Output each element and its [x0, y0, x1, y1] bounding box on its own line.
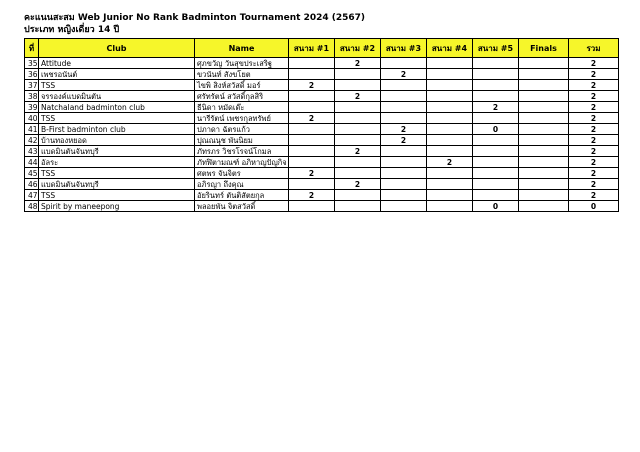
cell-name: ศุภขวัญ วันสุขประเสริฐ	[195, 58, 289, 69]
table-row	[25, 69, 619, 80]
cell-club: TSS	[39, 190, 195, 201]
cell-total: 0	[569, 201, 619, 212]
cell-court-3	[381, 179, 427, 190]
cell-court-1: 2	[289, 80, 335, 91]
cell-court-3	[381, 58, 427, 69]
col-header-name: Name	[195, 39, 289, 58]
cell-court-4	[427, 124, 473, 135]
cell-court-1	[289, 135, 335, 146]
cell-court-3	[381, 146, 427, 157]
cell-court-3	[381, 102, 427, 113]
cell-finals	[519, 124, 569, 135]
col-header-court-3: สนาม #3	[381, 39, 427, 58]
cell-court-3	[381, 168, 427, 179]
cell-no: 44	[25, 157, 39, 168]
cell-court-4	[427, 190, 473, 201]
cell-club: อัลระ	[39, 157, 195, 168]
cell-court-3	[381, 201, 427, 212]
cell-total: 2	[569, 113, 619, 124]
cell-no: 36	[25, 69, 39, 80]
cell-club: Attitude	[39, 58, 195, 69]
cell-total: 2	[569, 146, 619, 157]
cell-court-4	[427, 146, 473, 157]
cell-court-5: 2	[473, 102, 519, 113]
cell-no: 46	[25, 179, 39, 190]
cell-court-4	[427, 179, 473, 190]
cell-court-2	[335, 157, 381, 168]
cell-finals	[519, 80, 569, 91]
cell-court-3: 2	[381, 69, 427, 80]
cell-court-3: 2	[381, 135, 427, 146]
cell-court-3	[381, 113, 427, 124]
cell-name: นารีรัตน์ เพชรกุลทรัพย์	[195, 113, 289, 124]
col-header-court-4: สนาม #4	[427, 39, 473, 58]
document-title: คะแนนสะสม Web Junior No Rank Badminton Tournament 2024 (2567)	[24, 13, 366, 23]
cell-club: B-First badminton club	[39, 124, 195, 135]
cell-court-2	[335, 168, 381, 179]
cell-total: 2	[569, 91, 619, 102]
cell-no: 42	[25, 135, 39, 146]
table-row	[25, 135, 619, 146]
cell-club: แบดมินตันจันทบุรี	[39, 146, 195, 157]
cell-total: 2	[569, 124, 619, 135]
cell-no: 47	[25, 190, 39, 201]
cell-name: ธีนิดา หมัดเด๊ะ	[195, 102, 289, 113]
cell-name: ไขพิ สิงห์สวัสดิ์ มอร์	[195, 80, 289, 91]
cell-court-4	[427, 102, 473, 113]
table-row	[25, 91, 619, 102]
cell-court-1: 2	[289, 190, 335, 201]
cell-no: 43	[25, 146, 39, 157]
cell-court-5	[473, 179, 519, 190]
cell-finals	[519, 157, 569, 168]
cell-name: ปุณณนุช พันนิยม	[195, 135, 289, 146]
cell-finals	[519, 146, 569, 157]
cell-total: 2	[569, 69, 619, 80]
cell-no: 39	[25, 102, 39, 113]
cell-name: อัยรินทร์ ตันติสัตยกุล	[195, 190, 289, 201]
cell-court-2	[335, 201, 381, 212]
table-row	[25, 146, 619, 157]
cell-court-2	[335, 102, 381, 113]
cell-court-4: 2	[427, 157, 473, 168]
cell-club: เพชรอนันต์	[39, 69, 195, 80]
cell-court-5	[473, 113, 519, 124]
cell-court-4	[427, 135, 473, 146]
cell-court-5	[473, 135, 519, 146]
cell-court-2	[335, 113, 381, 124]
cell-total: 2	[569, 190, 619, 201]
cell-court-1: 2	[289, 168, 335, 179]
cell-finals	[519, 58, 569, 69]
cell-finals	[519, 113, 569, 124]
cell-court-5	[473, 58, 519, 69]
col-header-court-1: สนาม #1	[289, 39, 335, 58]
cell-total: 2	[569, 168, 619, 179]
cell-total: 2	[569, 179, 619, 190]
cell-court-1	[289, 201, 335, 212]
table-row	[25, 201, 619, 212]
cell-court-2: 2	[335, 58, 381, 69]
document-header	[24, 12, 365, 36]
cell-no: 45	[25, 168, 39, 179]
col-header-total: รวม	[569, 39, 619, 58]
cell-court-5: 0	[473, 124, 519, 135]
cell-court-2: 2	[335, 91, 381, 102]
col-header-no: ที่	[25, 39, 39, 58]
cell-court-5	[473, 91, 519, 102]
cell-court-1: 2	[289, 113, 335, 124]
cell-court-5: 0	[473, 201, 519, 212]
cell-court-1	[289, 91, 335, 102]
cell-court-4	[427, 168, 473, 179]
cell-total: 2	[569, 58, 619, 69]
cell-no: 37	[25, 80, 39, 91]
cell-court-2	[335, 124, 381, 135]
table-row	[25, 102, 619, 113]
cell-court-5	[473, 69, 519, 80]
cell-court-1	[289, 179, 335, 190]
cell-name: ขวนันท์ สังขโยต	[195, 69, 289, 80]
table-row	[25, 58, 619, 69]
cell-court-2	[335, 69, 381, 80]
cell-court-4	[427, 69, 473, 80]
cell-court-1	[289, 124, 335, 135]
table-row	[25, 157, 619, 168]
col-header-club: Club	[39, 39, 195, 58]
table-body	[25, 58, 619, 212]
table-row	[25, 124, 619, 135]
table-header-row	[25, 39, 619, 58]
cell-club: TSS	[39, 113, 195, 124]
cell-court-3	[381, 80, 427, 91]
cell-name: ปภาดา ฉัตรแก้ว	[195, 124, 289, 135]
cell-court-3	[381, 157, 427, 168]
cell-club: บ้านทองหยอด	[39, 135, 195, 146]
table-row	[25, 168, 619, 179]
cell-finals	[519, 190, 569, 201]
cell-name: ภัทรภร วิชรโรจน์โกมล	[195, 146, 289, 157]
cell-court-2: 2	[335, 179, 381, 190]
cell-no: 41	[25, 124, 39, 135]
cell-court-4	[427, 91, 473, 102]
cell-court-5	[473, 157, 519, 168]
cell-court-1	[289, 102, 335, 113]
cell-finals	[519, 69, 569, 80]
col-header-court-5: สนาม #5	[473, 39, 519, 58]
table-row	[25, 113, 619, 124]
cell-court-1	[289, 157, 335, 168]
cell-court-4	[427, 58, 473, 69]
cell-club: จรรองค์แบดมินตัน	[39, 91, 195, 102]
cell-finals	[519, 168, 569, 179]
cell-name: ศตพร จันจิตร	[195, 168, 289, 179]
table-row	[25, 179, 619, 190]
cell-court-5	[473, 146, 519, 157]
cell-court-4	[427, 80, 473, 91]
cell-court-5	[473, 190, 519, 201]
cell-finals	[519, 102, 569, 113]
table-row	[25, 80, 619, 91]
cell-court-3: 2	[381, 124, 427, 135]
cell-finals	[519, 179, 569, 190]
cell-name: ภัทฬิตามณฑ์ อภิหาญปัญกิจ	[195, 157, 289, 168]
table-row	[25, 190, 619, 201]
cell-court-3	[381, 190, 427, 201]
cell-court-1	[289, 69, 335, 80]
cell-total: 2	[569, 135, 619, 146]
cell-total: 2	[569, 102, 619, 113]
cell-court-2: 2	[335, 146, 381, 157]
cell-court-3	[381, 91, 427, 102]
cell-court-4	[427, 113, 473, 124]
col-header-finals: Finals	[519, 39, 569, 58]
score-table	[24, 38, 619, 212]
cell-finals	[519, 201, 569, 212]
cell-no: 38	[25, 91, 39, 102]
cell-no: 48	[25, 201, 39, 212]
cell-court-2	[335, 80, 381, 91]
cell-court-1	[289, 58, 335, 69]
cell-court-1	[289, 146, 335, 157]
cell-court-2	[335, 135, 381, 146]
cell-club: Natchaland badminton club	[39, 102, 195, 113]
col-header-court-2: สนาม #2	[335, 39, 381, 58]
cell-club: TSS	[39, 80, 195, 91]
cell-total: 2	[569, 157, 619, 168]
cell-club: TSS	[39, 168, 195, 179]
cell-court-4	[427, 201, 473, 212]
cell-name: พลอยพัน จิตสวัสดิ์	[195, 201, 289, 212]
cell-no: 35	[25, 58, 39, 69]
document-subtitle: ประเภท หญิงเดี่ยว 14 ปี	[24, 25, 120, 35]
cell-no: 40	[25, 113, 39, 124]
cell-court-5	[473, 80, 519, 91]
cell-club: Spirit by maneepong	[39, 201, 195, 212]
cell-finals	[519, 91, 569, 102]
cell-total: 2	[569, 80, 619, 91]
cell-club: แบดมินตันจันทบุรี	[39, 179, 195, 190]
cell-name: อภิรญา ถึงคุณ	[195, 179, 289, 190]
cell-court-2	[335, 190, 381, 201]
cell-finals	[519, 135, 569, 146]
cell-court-5	[473, 168, 519, 179]
cell-name: ศรัทรัตน์ สวัสดิ์กุลสิริ	[195, 91, 289, 102]
